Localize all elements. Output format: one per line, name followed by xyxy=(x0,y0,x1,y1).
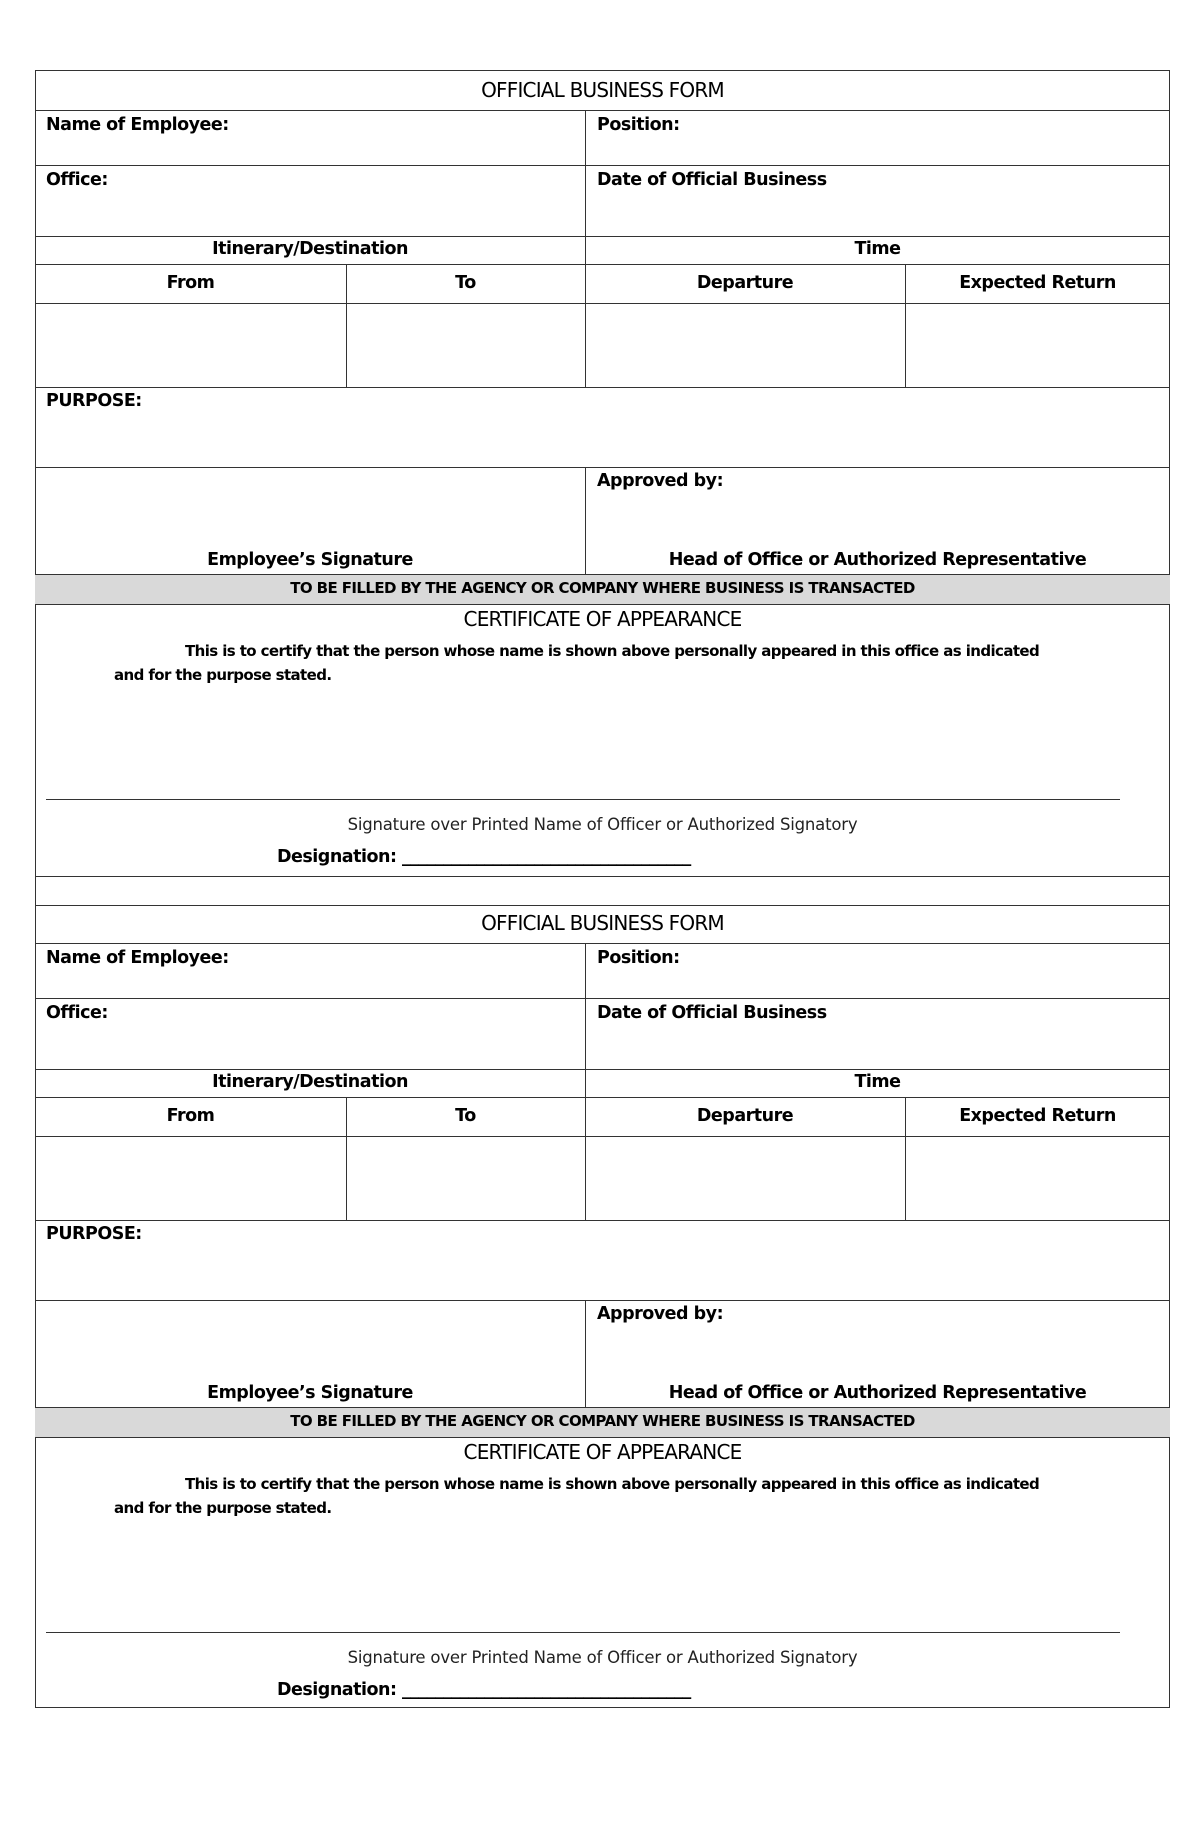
grid-line xyxy=(35,1069,1170,1070)
designation-label: Designation: ___________________________________ xyxy=(277,847,691,867)
grid-line xyxy=(35,998,1170,999)
employee-signature-label: Employee’s Signature xyxy=(207,1383,413,1403)
grid-line xyxy=(35,574,1170,575)
certificate-text-line2: and for the purpose stated. xyxy=(114,1499,332,1517)
grid-line xyxy=(35,236,1170,237)
to-header: To xyxy=(455,273,476,293)
time-header: Time xyxy=(854,239,901,259)
grid-line xyxy=(35,165,1170,166)
expected-return-header: Expected Return xyxy=(959,1106,1116,1126)
departure-header: Departure xyxy=(696,1106,794,1126)
position-label: Position: xyxy=(597,115,680,135)
grid-line xyxy=(35,467,1170,468)
form-title: OFFICIAL BUSINESS FORM xyxy=(481,78,724,102)
certificate-text-line1: This is to certify that the person whose name is shown above personally appeared in this office as indicated xyxy=(185,642,1040,660)
approved-by-label: Approved by: xyxy=(597,471,724,491)
officer-signature-label: Signature over Printed Name of Officer or Authorized Signatory xyxy=(347,815,858,834)
grid-line xyxy=(35,905,1170,906)
purpose-label: PURPOSE: xyxy=(46,1224,142,1244)
date-of-business-label: Date of Official Business xyxy=(597,170,827,190)
head-signature-label: Head of Office or Authorized Representative xyxy=(668,550,1087,570)
grid-line xyxy=(35,876,1170,877)
certificate-title: CERTIFICATE OF APPEARANCE xyxy=(463,607,742,631)
grid-line xyxy=(35,1136,1170,1137)
grid-line xyxy=(35,1407,1170,1408)
grid-line xyxy=(35,387,1170,388)
position-label: Position: xyxy=(597,948,680,968)
certificate-title: CERTIFICATE OF APPEARANCE xyxy=(463,1440,742,1464)
officer-signature-label: Signature over Printed Name of Officer or Authorized Signatory xyxy=(347,1648,858,1667)
agency-banner: TO BE FILLED BY THE AGENCY OR COMPANY WHERE BUSINESS IS TRANSACTED xyxy=(290,579,915,597)
certificate-text-line2: and for the purpose stated. xyxy=(114,666,332,684)
to-header: To xyxy=(455,1106,476,1126)
date-of-business-label: Date of Official Business xyxy=(597,1003,827,1023)
grid-line xyxy=(35,110,1170,111)
grid-line xyxy=(35,264,1170,265)
agency-banner: TO BE FILLED BY THE AGENCY OR COMPANY WHERE BUSINESS IS TRANSACTED xyxy=(290,1412,915,1430)
grid-line xyxy=(35,943,1170,944)
name-of-employee-label: Name of Employee: xyxy=(46,115,229,135)
certificate-text-line1: This is to certify that the person whose name is shown above personally appeared in this office as indicated xyxy=(185,1475,1040,1493)
office-label: Office: xyxy=(46,1003,108,1023)
departure-header: Departure xyxy=(696,273,794,293)
expected-return-header: Expected Return xyxy=(959,273,1116,293)
time-header: Time xyxy=(854,1072,901,1092)
itinerary-header: Itinerary/Destination xyxy=(212,239,408,259)
employee-signature-label: Employee’s Signature xyxy=(207,550,413,570)
form-title: OFFICIAL BUSINESS FORM xyxy=(481,911,724,935)
grid-line xyxy=(35,303,1170,304)
approved-by-label: Approved by: xyxy=(597,1304,724,1324)
grid-line xyxy=(35,1097,1170,1098)
purpose-label: PURPOSE: xyxy=(46,391,142,411)
itinerary-header: Itinerary/Destination xyxy=(212,1072,408,1092)
officer-signature-line xyxy=(46,1632,1120,1633)
head-signature-label: Head of Office or Authorized Representative xyxy=(668,1383,1087,1403)
grid-line xyxy=(35,1300,1170,1301)
grid-line xyxy=(35,1220,1170,1221)
from-header: From xyxy=(166,1106,215,1126)
officer-signature-line xyxy=(46,799,1120,800)
office-label: Office: xyxy=(46,170,108,190)
from-header: From xyxy=(166,273,215,293)
designation-label: Designation: ___________________________________ xyxy=(277,1680,691,1700)
grid-line xyxy=(35,1437,1170,1438)
name-of-employee-label: Name of Employee: xyxy=(46,948,229,968)
grid-line xyxy=(35,604,1170,605)
